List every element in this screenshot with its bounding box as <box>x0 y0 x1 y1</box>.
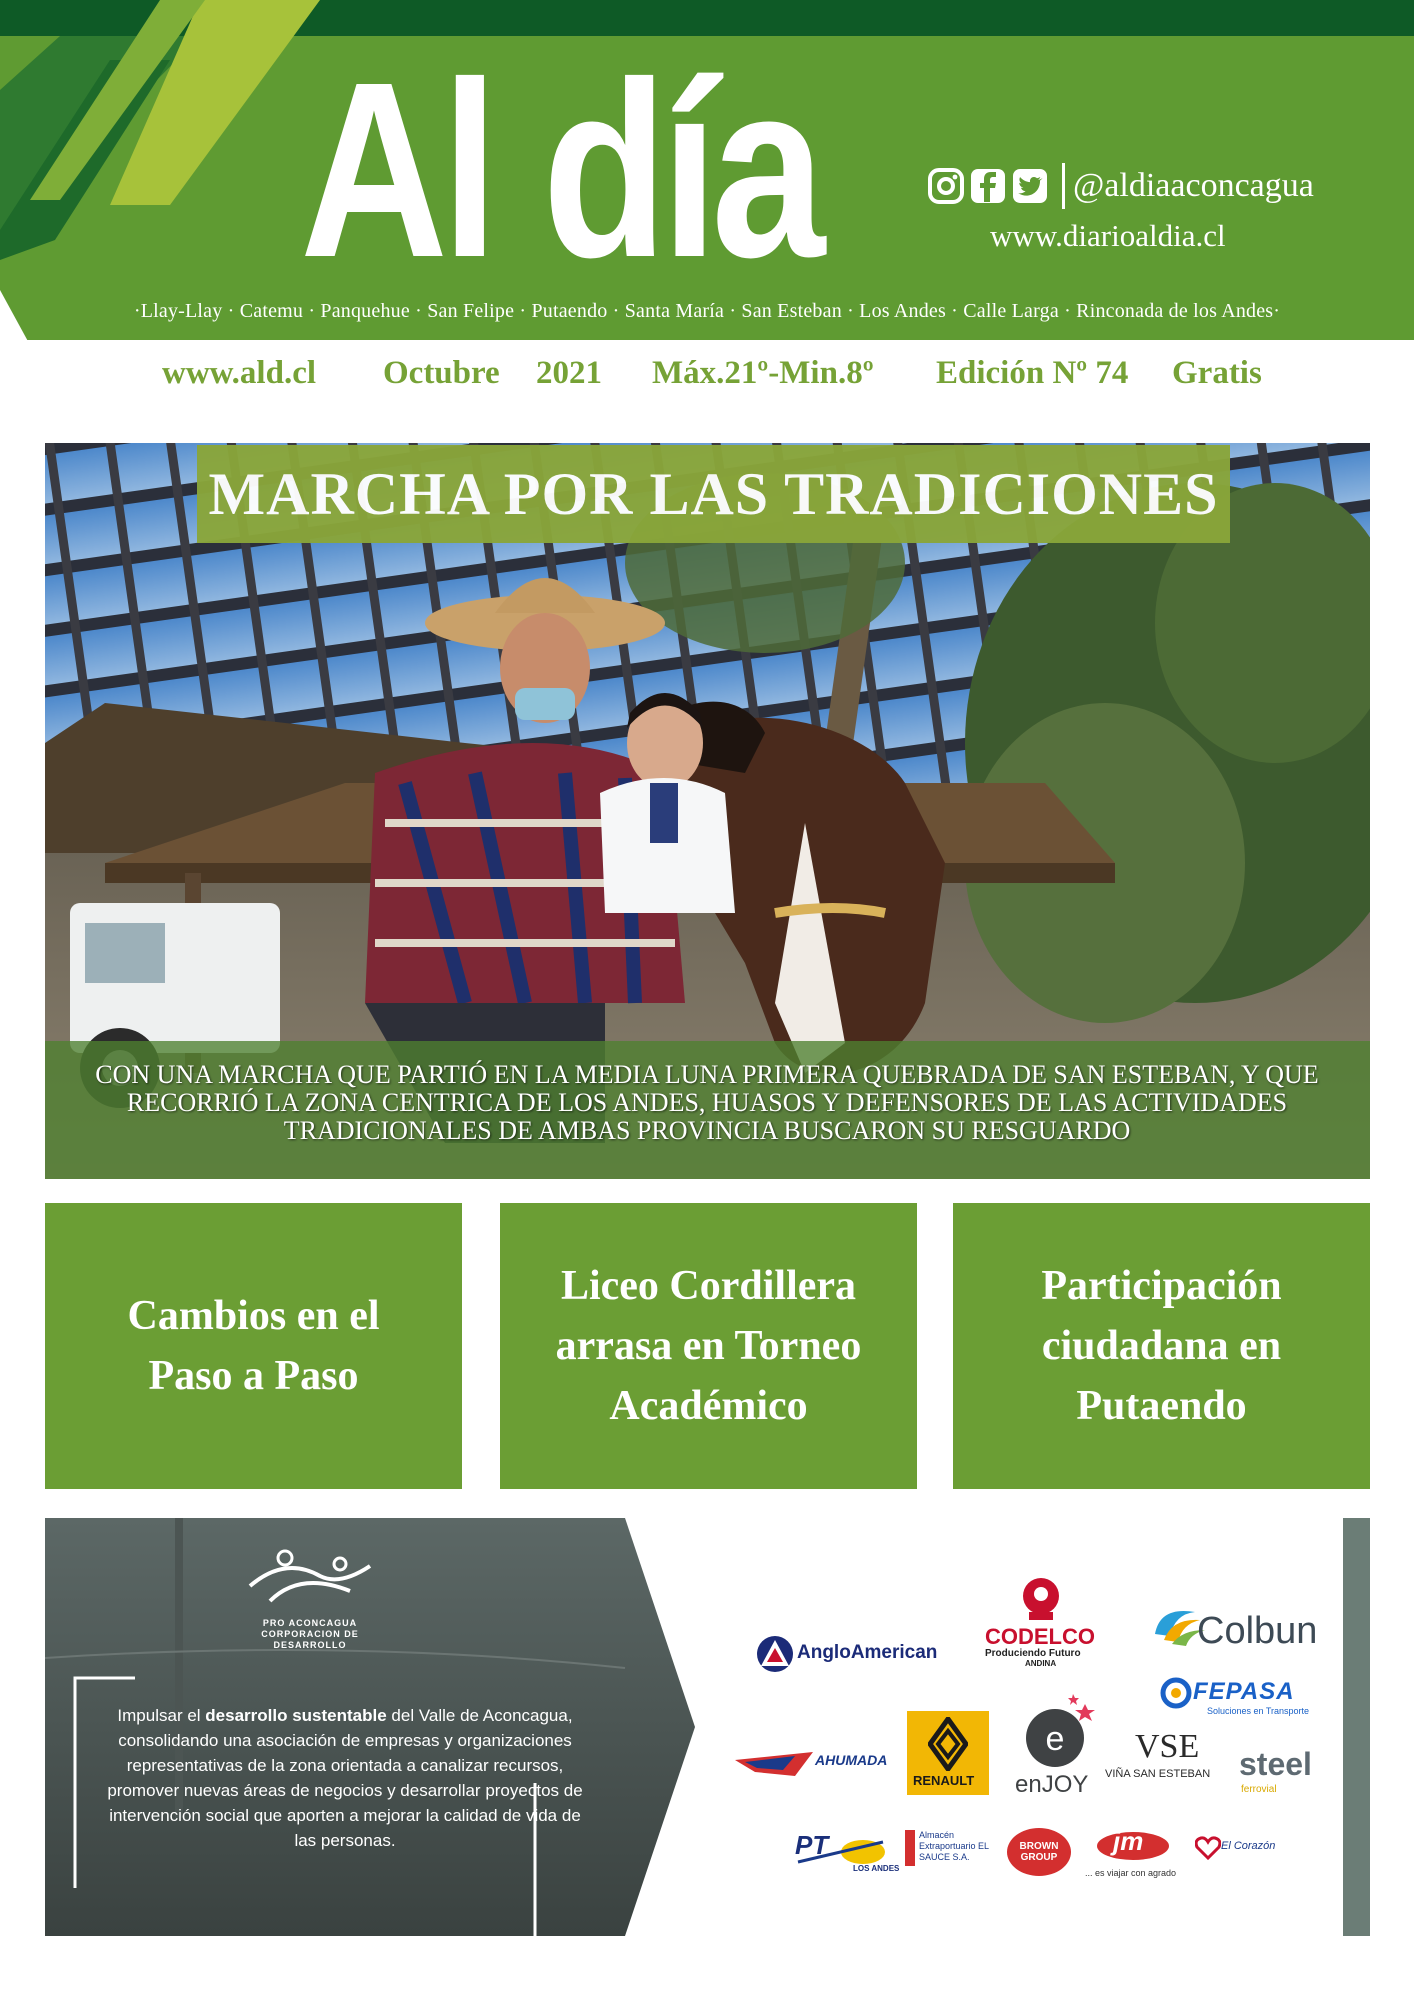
logo-renault[interactable]: RENAULT <box>913 1773 975 1788</box>
pro-aconcagua-name <box>235 1618 385 1651</box>
teaser-tile-1[interactable] <box>45 1203 462 1489</box>
main-story-photo[interactable] <box>45 443 1370 1179</box>
svg-text:e: e <box>1045 1720 1065 1758</box>
logo-codelco[interactable]: CODELCO <box>985 1624 1095 1649</box>
logo-fepasa[interactable]: FEPASA <box>1193 1678 1295 1705</box>
teaser-title-2: Liceo Cordillera arrasa en Torneo Académico <box>555 1263 862 1429</box>
fepasa-tagline: Soluciones en Transporte <box>1207 1706 1310 1716</box>
instagram-icon[interactable] <box>928 168 964 204</box>
main-headline[interactable]: MARCHA POR LAS TRADICIONES <box>208 460 1219 527</box>
sauce-icon <box>905 1830 915 1866</box>
teaser-tile-2[interactable] <box>500 1203 917 1489</box>
logo-el-sauce[interactable]: Almacén Extraportuario EL SAUCE S.A. <box>919 1830 989 1862</box>
info-month: Octubre <box>383 355 500 391</box>
logo-el-corazon[interactable]: El Corazón <box>1221 1840 1276 1852</box>
social-handle[interactable]: @aldiaaconcagua <box>1073 167 1314 204</box>
codelco-icon <box>1011 1576 1071 1626</box>
towns-list: ·Llay-Llay · Catemu · Panquehue · San Felipe · Putaendo · Santa María · San Esteban · Los Andes · Calle Larga · Rinconada de los Andes· <box>133 300 1281 322</box>
logo-angloamerican[interactable]: AngloAmerican <box>797 1642 938 1663</box>
pt-sub: LOS ANDES <box>853 1864 900 1873</box>
mission-bold: desarrollo sustentable <box>205 1706 387 1725</box>
sponsor-side-bar <box>1343 1518 1370 1936</box>
heart-icon <box>1195 1836 1221 1860</box>
info-weather: Máx.21º-Min.8º <box>652 355 874 391</box>
fepasa-icon <box>1159 1676 1193 1710</box>
sponsor-block <box>45 1518 1370 1936</box>
pro-aconcagua-logo <box>240 1546 380 1616</box>
facebook-icon[interactable] <box>970 168 1006 204</box>
mission-pre: Impulsar el <box>117 1706 206 1725</box>
teaser-tile-3[interactable] <box>953 1203 1370 1489</box>
codelco-tagline: Produciendo Futuro <box>985 1648 1081 1659</box>
codelco-division: ANDINA <box>1025 1659 1057 1668</box>
renault-badge <box>907 1711 989 1795</box>
info-edition: Edición Nº 74 <box>936 355 1129 391</box>
social-bar <box>928 164 1314 208</box>
pro-aconcagua-line2: CORPORACION DE DESARROLLO <box>261 1629 359 1650</box>
masthead <box>0 0 1414 345</box>
info-year: 2021 <box>536 355 602 391</box>
logo-jm[interactable]: jm <box>1113 1826 1144 1856</box>
ahumada-icon <box>735 1746 815 1782</box>
masthead-website[interactable]: www.diarioaldia.cl <box>990 218 1226 253</box>
twitter-icon[interactable] <box>1012 168 1048 204</box>
teaser-title-1: Cambios en el Paso a Paso <box>127 1293 380 1399</box>
logo-vse[interactable]: VSE <box>1135 1728 1200 1765</box>
teaser-title-3: Participación ciudadana en Putaendo <box>1041 1263 1282 1429</box>
pro-aconcagua-line1: PRO ACONCAGUA <box>262 1618 358 1628</box>
logo-ahumada[interactable]: AHUMADA <box>815 1752 888 1768</box>
enjoy-icon <box>1015 1690 1105 1770</box>
logo-colbun[interactable]: Colbun <box>1197 1610 1318 1652</box>
info-bar <box>0 355 1414 399</box>
mission-post: del Valle de Aconcagua, consolidando una asociación de empresas y organizaciones representativas de la zona orientada a canalizar recursos, promover nuevas áreas de negocios y desarrollar proyectos de intervención social que aporten a mejorar la calidad de vida de las personas. <box>107 1706 583 1850</box>
angloamerican-icon <box>753 1634 797 1674</box>
logo-enjoy[interactable]: enJOY <box>1015 1771 1089 1798</box>
logo-steel[interactable]: steel <box>1239 1746 1312 1782</box>
info-site[interactable]: www.ald.cl <box>162 355 317 391</box>
jm-tagline: ... es viajar con agrado <box>1085 1868 1177 1878</box>
logo-pt[interactable]: PT <box>795 1830 829 1860</box>
vse-name: VIÑA SAN ESTEBAN <box>1105 1768 1211 1780</box>
logo-brown-group[interactable]: BROWN GROUP <box>1019 1841 1059 1863</box>
headline-banner <box>197 445 1230 543</box>
steel-sub: ferrovial <box>1241 1784 1277 1795</box>
masthead-title: Al día <box>300 30 819 309</box>
info-price: Gratis <box>1172 355 1262 391</box>
brown-group-badge <box>1007 1828 1071 1876</box>
main-caption: CON UNA MARCHA QUE PARTIÓ EN LA MEDIA LUNA PRIMERA QUEBRADA DE SAN ESTEBAN, Y QUE RECORRIÓ LA ZONA CENTRICA DE LOS ANDES, HUASOS Y DEFENSORES DE LAS ACTIVIDADES TRADICIONALES DE AMBAS PROVINCIA BUSCARON SU RESGUARDO <box>95 1060 1319 1145</box>
mission-text <box>105 1703 585 1853</box>
social-divider <box>1062 163 1065 209</box>
renault-icon <box>928 1717 968 1771</box>
